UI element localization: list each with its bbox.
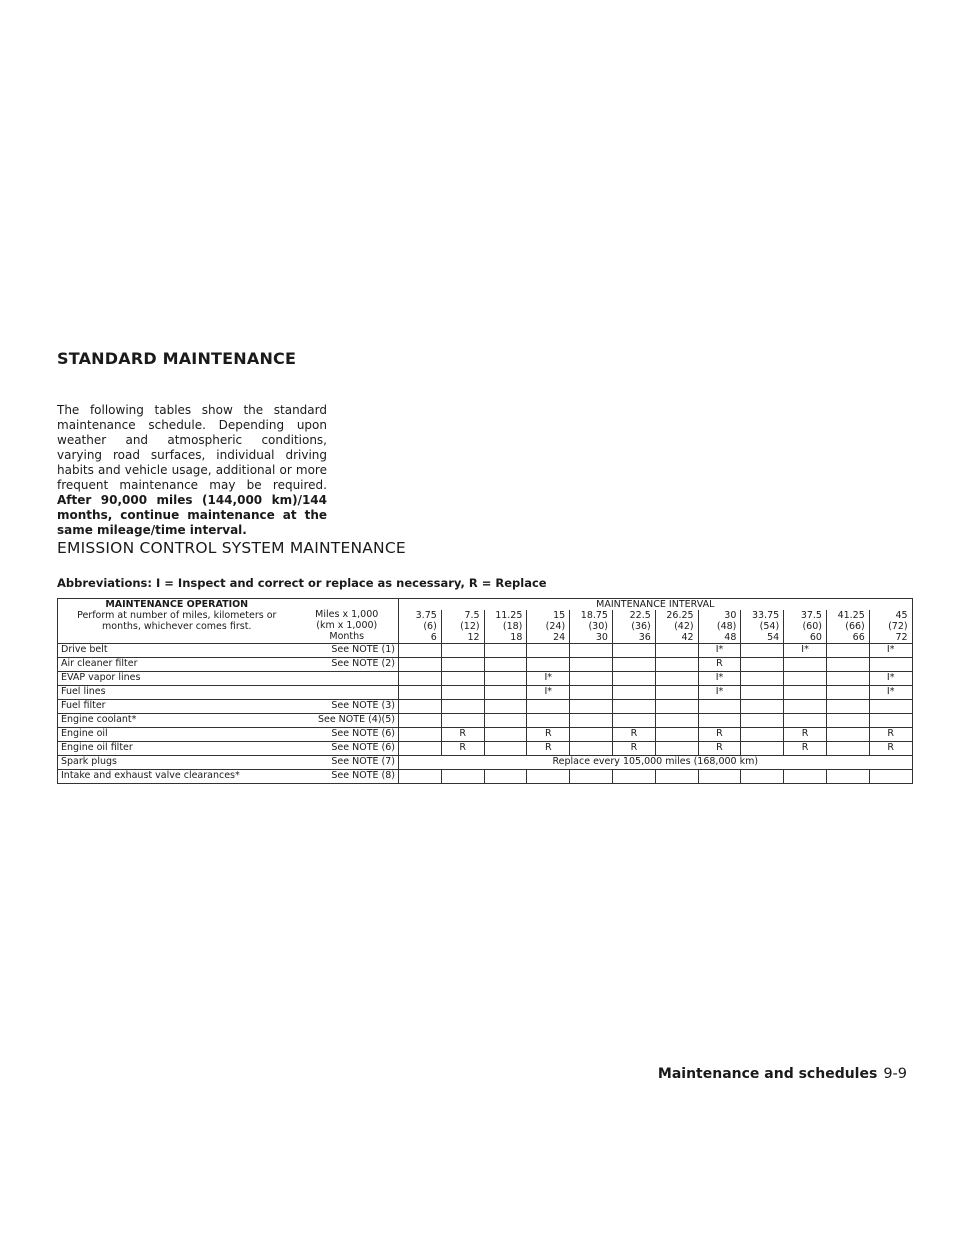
interval-mark — [655, 658, 698, 672]
interval-mark — [869, 714, 912, 728]
interval-mark — [655, 770, 698, 784]
interval-miles: 37.5 — [800, 610, 822, 621]
interval-cell — [826, 610, 869, 644]
intro-text: The following tables show the standard maintenance schedule. Depending upon weather and atmospheric conditions, varying road surfaces, individual driving habits and vehicle usage, additional or more frequent maintenance may be required. — [57, 403, 327, 492]
interval-km: (60) — [802, 621, 822, 632]
header-row-1 — [58, 599, 913, 611]
interval-mark — [741, 742, 784, 756]
interval-mark — [655, 686, 698, 700]
footer-page-number: 9-9 — [883, 1066, 907, 1082]
operation-header — [58, 599, 296, 644]
interval-mark — [399, 672, 442, 686]
interval-mark — [612, 644, 655, 658]
interval-mark — [741, 658, 784, 672]
interval-months: 12 — [467, 632, 480, 643]
interval-mark — [570, 728, 613, 742]
interval-km: (24) — [545, 621, 566, 632]
interval-mark — [741, 644, 784, 658]
interval-mark — [570, 714, 613, 728]
abbreviations-legend: Abbreviations: I = Inspect and correct or replace as necessary, R = Replace — [57, 576, 547, 590]
table-head — [58, 599, 913, 644]
interval-mark — [399, 770, 442, 784]
interval-mark — [698, 714, 741, 728]
interval-mark — [655, 700, 698, 714]
interval-mark — [570, 700, 613, 714]
interval-miles: 3.75 — [415, 610, 437, 621]
interval-mark — [826, 742, 869, 756]
operation-name: Spark plugs — [58, 756, 296, 770]
interval-months: 48 — [724, 632, 737, 643]
interval-mark — [741, 714, 784, 728]
interval-mark — [441, 686, 484, 700]
interval-cell — [399, 610, 442, 644]
section-title: STANDARD MAINTENANCE — [57, 349, 297, 368]
interval-km: (66) — [845, 621, 865, 632]
interval-mark — [484, 742, 527, 756]
interval-miles: 41.25 — [837, 610, 865, 621]
interval-months: 24 — [553, 632, 566, 643]
interval-mark — [741, 728, 784, 742]
table-body — [58, 644, 913, 784]
maintenance-schedule-table — [57, 598, 913, 784]
operation-name: Engine oil — [58, 728, 296, 742]
interval-cell — [441, 610, 484, 644]
interval-mark — [784, 700, 827, 714]
operation-note: See NOTE (2) — [296, 658, 399, 672]
interval-mark — [826, 644, 869, 658]
operation-note: See NOTE (3) — [296, 700, 399, 714]
interval-miles: 26.25 — [666, 610, 694, 621]
operation-note: See NOTE (7) — [296, 756, 399, 770]
interval-mark — [869, 700, 912, 714]
interval-mark — [612, 672, 655, 686]
interval-mark: I* — [527, 686, 570, 700]
interval-cell — [869, 610, 912, 644]
interval-mark — [784, 714, 827, 728]
interval-mark: I* — [698, 644, 741, 658]
interval-km: (48) — [716, 621, 737, 632]
interval-mark — [741, 700, 784, 714]
interval-mark — [484, 644, 527, 658]
interval-km: (6) — [423, 621, 437, 632]
interval-mark — [484, 700, 527, 714]
interval-header: MAINTENANCE INTERVAL — [399, 599, 913, 611]
operation-note: See NOTE (6) — [296, 728, 399, 742]
interval-miles: 11.25 — [495, 610, 523, 621]
interval-mark — [655, 742, 698, 756]
interval-mark — [826, 714, 869, 728]
interval-mark — [570, 686, 613, 700]
table-row — [58, 644, 913, 658]
interval-mark: R — [698, 728, 741, 742]
interval-mark: I* — [869, 672, 912, 686]
interval-mark — [399, 644, 442, 658]
interval-mark — [784, 672, 827, 686]
interval-mark: I* — [869, 686, 912, 700]
interval-miles: 45 — [895, 610, 908, 621]
table-row — [58, 756, 913, 770]
interval-mark — [869, 658, 912, 672]
interval-mark — [784, 686, 827, 700]
interval-mark — [784, 658, 827, 672]
interval-mark: I* — [698, 672, 741, 686]
table-row — [58, 742, 913, 756]
interval-mark — [570, 672, 613, 686]
interval-mark: I* — [784, 644, 827, 658]
interval-mark — [612, 686, 655, 700]
interval-mark: R — [527, 728, 570, 742]
interval-mark: R — [869, 742, 912, 756]
operation-subtitle: Perform at number of miles, kilometers or months, whichever comes first. — [77, 610, 277, 632]
interval-mark — [570, 658, 613, 672]
interval-mark: R — [527, 742, 570, 756]
interval-mark — [612, 770, 655, 784]
operation-note: See NOTE (6) — [296, 742, 399, 756]
interval-months: 18 — [510, 632, 523, 643]
interval-cell — [741, 610, 784, 644]
table-row — [58, 728, 913, 742]
interval-span-note: Replace every 105,000 miles (168,000 km) — [399, 756, 913, 770]
interval-mark: I* — [527, 672, 570, 686]
interval-mark — [484, 658, 527, 672]
interval-mark: R — [612, 728, 655, 742]
interval-miles: 33.75 — [751, 610, 780, 621]
interval-mark — [527, 714, 570, 728]
interval-km: (54) — [759, 621, 780, 632]
interval-mark: R — [784, 728, 827, 742]
operation-title: MAINTENANCE OPERATION — [105, 599, 249, 610]
interval-miles: 30 — [724, 610, 737, 621]
interval-km: (30) — [588, 621, 608, 632]
operation-name: Drive belt — [58, 644, 296, 658]
interval-mark — [484, 728, 527, 742]
interval-mark — [741, 686, 784, 700]
operation-note: See NOTE (8) — [296, 770, 399, 784]
interval-mark: I* — [698, 686, 741, 700]
table-row — [58, 672, 913, 686]
table-row — [58, 770, 913, 784]
interval-miles: 7.5 — [464, 610, 480, 621]
interval-months: 66 — [852, 632, 865, 643]
interval-mark — [527, 700, 570, 714]
interval-mark — [484, 770, 527, 784]
interval-mark — [527, 770, 570, 784]
interval-miles: 15 — [553, 610, 566, 621]
interval-mark: R — [698, 658, 741, 672]
interval-mark — [570, 644, 613, 658]
interval-cell — [784, 610, 827, 644]
interval-months: 54 — [767, 632, 780, 643]
interval-cell — [484, 610, 527, 644]
interval-mark — [826, 728, 869, 742]
interval-mark — [441, 672, 484, 686]
interval-mark: I* — [869, 644, 912, 658]
interval-mark — [441, 700, 484, 714]
interval-mark — [698, 770, 741, 784]
interval-mark: R — [698, 742, 741, 756]
table-row — [58, 714, 913, 728]
emission-section-title: EMISSION CONTROL SYSTEM MAINTENANCE — [57, 539, 406, 557]
interval-mark: R — [784, 742, 827, 756]
interval-mark — [612, 700, 655, 714]
interval-cell — [527, 610, 570, 644]
interval-mark — [484, 686, 527, 700]
table-row — [58, 686, 913, 700]
interval-mark — [826, 672, 869, 686]
interval-km: (18) — [502, 621, 523, 632]
interval-mark — [441, 658, 484, 672]
interval-months: 36 — [638, 632, 651, 643]
interval-mark — [441, 770, 484, 784]
interval-mark — [399, 714, 442, 728]
interval-mark — [399, 658, 442, 672]
operation-name: EVAP vapor lines — [58, 672, 296, 686]
interval-mark — [612, 658, 655, 672]
interval-cell — [655, 610, 698, 644]
interval-months: 30 — [595, 632, 608, 643]
interval-mark — [698, 700, 741, 714]
operation-note: See NOTE (1) — [296, 644, 399, 658]
interval-mark — [826, 658, 869, 672]
interval-mark — [612, 714, 655, 728]
interval-mark — [399, 700, 442, 714]
interval-miles: 18.75 — [580, 610, 608, 621]
operation-note — [296, 686, 399, 700]
interval-mark: R — [441, 742, 484, 756]
interval-months: 60 — [809, 632, 822, 643]
footer-chapter: Maintenance and schedules — [657, 1066, 878, 1082]
interval-mark — [527, 644, 570, 658]
operation-name: Air cleaner filter — [58, 658, 296, 672]
interval-mark — [655, 728, 698, 742]
interval-mark — [655, 672, 698, 686]
interval-mark — [441, 714, 484, 728]
interval-mark — [441, 644, 484, 658]
interval-mark — [655, 714, 698, 728]
interval-mark — [741, 770, 784, 784]
interval-miles: 22.5 — [629, 610, 651, 621]
interval-months: 72 — [895, 632, 908, 643]
interval-km: (36) — [631, 621, 651, 632]
miles-label: Miles x 1,000 — [315, 609, 379, 620]
interval-mark — [399, 742, 442, 756]
interval-km: (42) — [674, 621, 694, 632]
interval-km: (72) — [888, 621, 908, 632]
interval-mark — [655, 644, 698, 658]
intro-paragraph — [57, 403, 327, 538]
interval-mark — [399, 686, 442, 700]
interval-mark — [826, 686, 869, 700]
interval-mark: R — [612, 742, 655, 756]
operation-note: See NOTE (4)(5) — [296, 714, 399, 728]
interval-km: (12) — [460, 621, 480, 632]
interval-mark: R — [869, 728, 912, 742]
interval-mark: R — [441, 728, 484, 742]
interval-mark — [527, 658, 570, 672]
interval-mark — [484, 714, 527, 728]
operation-name: Fuel filter — [58, 700, 296, 714]
operation-note — [296, 672, 399, 686]
interval-mark — [784, 770, 827, 784]
interval-mark — [826, 700, 869, 714]
months-label: Months — [329, 631, 365, 642]
interval-months: 42 — [681, 632, 694, 643]
table-row — [58, 658, 913, 672]
operation-name: Engine oil filter — [58, 742, 296, 756]
operation-name: Engine coolant* — [58, 714, 296, 728]
table-row — [58, 700, 913, 714]
page-footer — [658, 1066, 907, 1082]
interval-mark — [741, 672, 784, 686]
interval-mark — [570, 770, 613, 784]
interval-mark — [399, 728, 442, 742]
interval-mark — [570, 742, 613, 756]
interval-cell — [612, 610, 655, 644]
units-header — [296, 599, 399, 644]
interval-months: 6 — [430, 632, 437, 643]
interval-mark — [484, 672, 527, 686]
km-label: (km x 1,000) — [316, 620, 378, 631]
interval-cell — [698, 610, 741, 644]
interval-mark — [869, 770, 912, 784]
interval-cell — [570, 610, 613, 644]
intro-bold-text: After 90,000 miles (144,000 km)/144 months, continue maintenance at the same mileage/time interval. — [57, 493, 327, 537]
operation-name: Intake and exhaust valve clearances* — [58, 770, 296, 784]
operation-name: Fuel lines — [58, 686, 296, 700]
interval-mark — [826, 770, 869, 784]
